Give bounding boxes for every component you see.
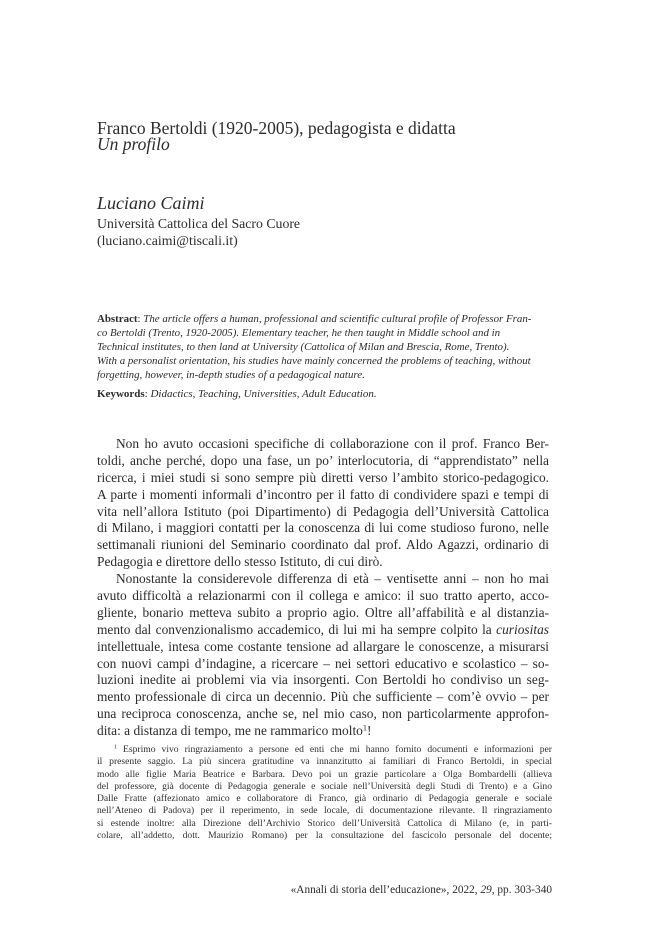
abstract-line: co Bertoldi (Trento, 1920-2005). Elementary teacher, he then taught in Middle school and in — [97, 327, 501, 339]
author-affiliation: Università Cattolica del Sacro Cuore — [97, 216, 301, 231]
footnote-reference[interactable]: 1 — [362, 723, 368, 733]
abstract-line: Technical institutes, to then land at University (Cattolica of Milan and Brescia, Rome, Trento). — [97, 341, 510, 353]
footnote-line: del professore, già docente di Pedagogia generale e sociale nell’Università degli Studi di Trento) e a Gino — [97, 780, 552, 792]
article-title: Franco Bertoldi (1920-2005), pedagogista e didatta — [97, 118, 456, 138]
footnote-line: il presente saggio. La più sincera gratitudine va innanzitutto ai familiari di Franco Bertoldi, in special — [97, 756, 552, 768]
keywords: Keywords: Didactics, Teaching, Universities, Adult Education. — [97, 388, 377, 400]
curiositas-term: curiositas — [496, 621, 549, 637]
footnote-line: si estende inoltre: alla Direzione dell’Archivio Storico dell’Università Cattolica di Milano (e, in parti- — [97, 817, 552, 829]
author-affiliation-block — [97, 215, 300, 249]
body-text — [97, 436, 549, 740]
article-subtitle: Un profilo — [97, 134, 170, 154]
author-email: (luciano.caimi@tiscali.it) — [97, 233, 238, 248]
keywords-label: Keywords — [97, 388, 145, 400]
body-line: una reciproca conoscenza, anche se, nel mio caso, non particolarmente approfon- — [97, 706, 549, 722]
body-line: Nonostante la considerevole differenza di età – ventisette anni – non ho mai — [116, 571, 549, 587]
abstract-line: The article offers a human, professional and scientific cultural profile of Professor Fran- — [143, 313, 532, 325]
footnote-mark: 1 — [114, 744, 117, 751]
body-line: mento professionale di circa un decennio. Più che sufficiente – com’è ovvio – per — [97, 689, 549, 705]
body-line: intellettuale, intesa come costante tensione ad allargare le conoscenze, a misurarsi — [97, 638, 549, 654]
abstract-line: With a personalist orientation, his studies have mainly concerned the problems of teaching, without — [97, 355, 531, 367]
body-line: toldi, anche perché, dopo una fase, un po’ interlocutoria, di “apprendistato” nella — [97, 452, 549, 468]
body-line: dita: a distanza di tempo, me ne rammarico molto$^1$! — [97, 723, 372, 739]
footnote-line: modo alle figlie Maria Beatrice e Barbara. Devo poi un grazie particolare a Olga Bombardelli (allieva — [97, 768, 552, 780]
abstract: Abstract: The article offers a human, professional and scientific cultural profile of Professor Fran- co Bertoldi (Trento, 1920-2005). Elementary teacher, he then taught in Middle school and in Technical institutes, to then land at University (Cattolica of Milan and Brescia, Rome, Trento). With a personalist orientation, his studies have mainly concerned the problems of teaching, without forgetting, however, in-depth studies of a pedagogical nature. — [97, 312, 552, 382]
body-line: ricerca, i miei studi si sono sempre più diretti verso l’ambito storico-pedagogico. — [97, 469, 549, 485]
footnote-line: $^1$ Esprimo vivo ringraziamento a persone ed enti che mi hanno fornito documenti e informazioni per — [114, 744, 552, 755]
author-name: Luciano Caimi — [97, 193, 205, 213]
journal-citation: «Annali di storia dell’educazione», 2022, 29, pp. 303-340 — [290, 884, 552, 896]
footnote — [97, 744, 552, 842]
body-line: vita nell’allora Istituto (poi Dipartimento) di Pedagogia dell’Università Cattolica — [97, 503, 549, 519]
body-line: Pedagogia e direttore dello stesso Istituto, di cui dirò. — [97, 554, 383, 570]
body-line: avuto difficoltà a relazionarmi con il collega e amico: il suo tratto aperto, acco- — [97, 588, 549, 604]
journal-volume: 29 — [480, 884, 492, 896]
footnote-line: Dalle Fratte (affezionato amico e collaboratore di Franco, già ordinario di Pedagogia generale e sociale — [97, 793, 552, 805]
footnote-line: colare, all’addetto, dott. Maurizio Romano) per la consultazione del fascicolo personale del docente; — [97, 830, 552, 842]
body-line: settimanali riunioni del Seminario coordinato dal prof. Aldo Agazzi, ordinario di — [97, 537, 549, 553]
body-line: con nuovi campi d’indagine, a ricercare – nei settori educativo e scolastico – so- — [97, 655, 549, 671]
keywords-text: Didactics, Teaching, Universities, Adult Education. — [150, 388, 377, 400]
abstract-line: forgetting, however, in-depth studies of a pedagogical nature. — [97, 369, 365, 381]
body-line: gliente, bonario metteva subito a proprio agio. Oltre all’affabilità e al distanzia- — [97, 604, 549, 620]
body-line: luzioni inedite ai problemi via via insorgenti. Con Bertoldi ho condiviso un seg- — [97, 672, 549, 688]
body-line: Non ho avuto occasioni specifiche di collaborazione con il prof. Franco Ber- — [116, 436, 549, 451]
footnote-line: nell’Ateneo di Padova) per il reperimento, in sede locale, di documentazione rilevante. Il ringraziamento — [97, 805, 552, 817]
body-line: mento dal convenzionalismo accademico, di lui mi ha sempre colpito la curiositas — [97, 621, 549, 637]
body-line: A parte i momenti informali d’incontro per il fatto di condividere spazi e tempi di — [97, 486, 549, 502]
body-line: di Milano, i maggiori contatti per la conoscenza di lui come studioso furono, nelle — [97, 520, 549, 536]
abstract-label: Abstract — [97, 313, 138, 325]
